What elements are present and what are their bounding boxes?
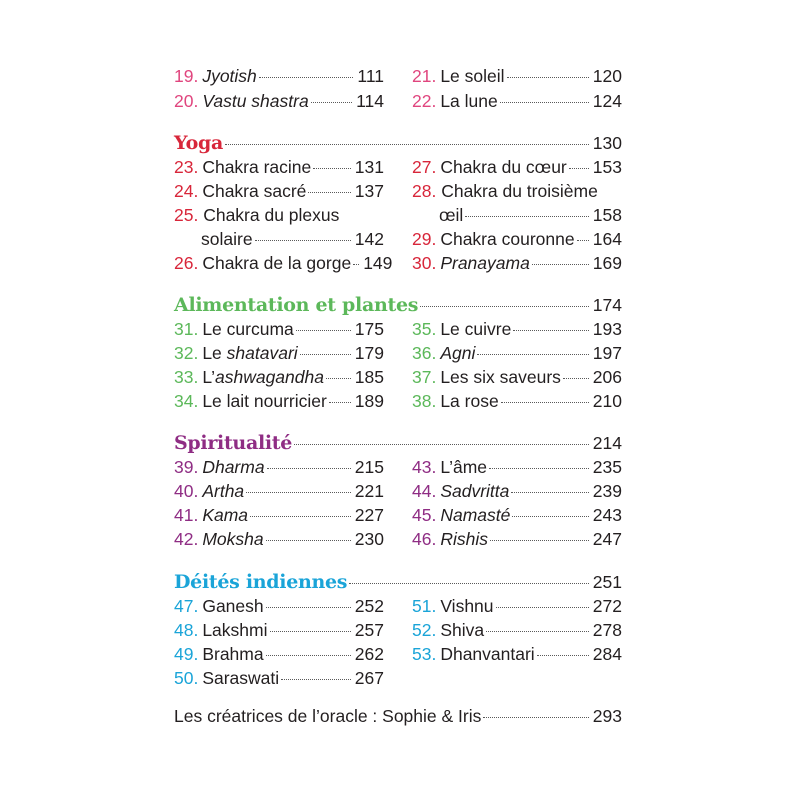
toc-entry-ashwagandha[interactable]: 33. L’ ashwagandha 185 [174,367,384,387]
toc-entry-saraswati[interactable]: 50. Saraswati 267 [174,668,384,688]
toc-entry-agni[interactable]: 36. Agni 197 [412,343,622,363]
toc-entry-le-soleil[interactable]: 21. Le soleil 120 [412,66,622,86]
toc-entry-chakra-troisieme-line1[interactable]: 28. Chakra du troisième [412,181,598,201]
toc-entry-six-saveurs[interactable]: 37. Les six saveurs 206 [412,367,622,387]
toc-entry-chakra-plexus-line1[interactable]: 25. Chakra du plexus [174,205,340,225]
toc-entry-vastu-shastra[interactable]: 20. Vastu shastra 114 [174,91,384,111]
toc-entry-la-lune[interactable]: 22. La lune 124 [412,91,622,111]
toc-entry-jyotish[interactable]: 19. Jyotish 111 [174,66,384,86]
toc-entry-rishis[interactable]: 46. Rishis 247 [412,529,622,549]
toc-entry-chakra-gorge[interactable]: 26. Chakra de la gorge 149 [174,253,393,273]
toc-entry-lakshmi[interactable]: 48. Lakshmi 257 [174,620,384,640]
toc-entry-chakra-plexus-line2[interactable]: solaire 142 [201,229,384,249]
toc-entry-lait-nourricier[interactable]: 34. Le lait nourricier 189 [174,391,384,411]
toc-entry-chakra-troisieme-line2[interactable]: œil 158 [439,205,622,225]
toc-entry-creatrices[interactable]: Les créatrices de l’oracle : Sophie & Iris 293 [174,706,622,726]
toc-entry-ame[interactable]: 43. L’âme 235 [412,457,622,477]
toc-entry-chakra-sacre[interactable]: 24. Chakra sacré 137 [174,181,384,201]
section-heading-yoga[interactable]: Yoga 130 [174,132,622,154]
toc-entry-shiva[interactable]: 52. Shiva 278 [412,620,622,640]
toc-entry-pranayama[interactable]: 30. Pranayama 169 [412,253,622,273]
toc-entry-chakra-couronne[interactable]: 29. Chakra couronne 164 [412,229,622,249]
section-heading-spiritualite[interactable]: Spiritualité 214 [174,432,622,454]
toc-entry-kama[interactable]: 41. Kama 227 [174,505,384,525]
section-heading-deites[interactable]: Déités indiennes 251 [174,571,622,593]
toc-entry-sadvritta[interactable]: 44. Sadvritta 239 [412,481,622,501]
toc-entry-curcuma[interactable]: 31. Le curcuma 175 [174,319,384,339]
toc-entry-ganesh[interactable]: 47. Ganesh 252 [174,596,384,616]
toc-entry-cuivre[interactable]: 35. Le cuivre 193 [412,319,622,339]
toc-entry-artha[interactable]: 40. Artha 221 [174,481,384,501]
toc-entry-la-rose[interactable]: 38. La rose 210 [412,391,622,411]
toc-entry-shatavari[interactable]: 32. Le shatavari 179 [174,343,384,363]
toc-entry-chakra-racine[interactable]: 23. Chakra racine 131 [174,157,384,177]
toc-entry-dhanvantari[interactable]: 53. Dhanvantari 284 [412,644,622,664]
toc-entry-namaste[interactable]: 45. Namasté 243 [412,505,622,525]
toc-entry-dharma[interactable]: 39. Dharma 215 [174,457,384,477]
toc-entry-vishnu[interactable]: 51. Vishnu 272 [412,596,622,616]
toc-entry-brahma[interactable]: 49. Brahma 262 [174,644,384,664]
section-heading-alimentation[interactable]: Alimentation et plantes 174 [174,294,622,316]
toc-entry-moksha[interactable]: 42. Moksha 230 [174,529,384,549]
toc-entry-chakra-coeur[interactable]: 27. Chakra du cœur 153 [412,157,622,177]
